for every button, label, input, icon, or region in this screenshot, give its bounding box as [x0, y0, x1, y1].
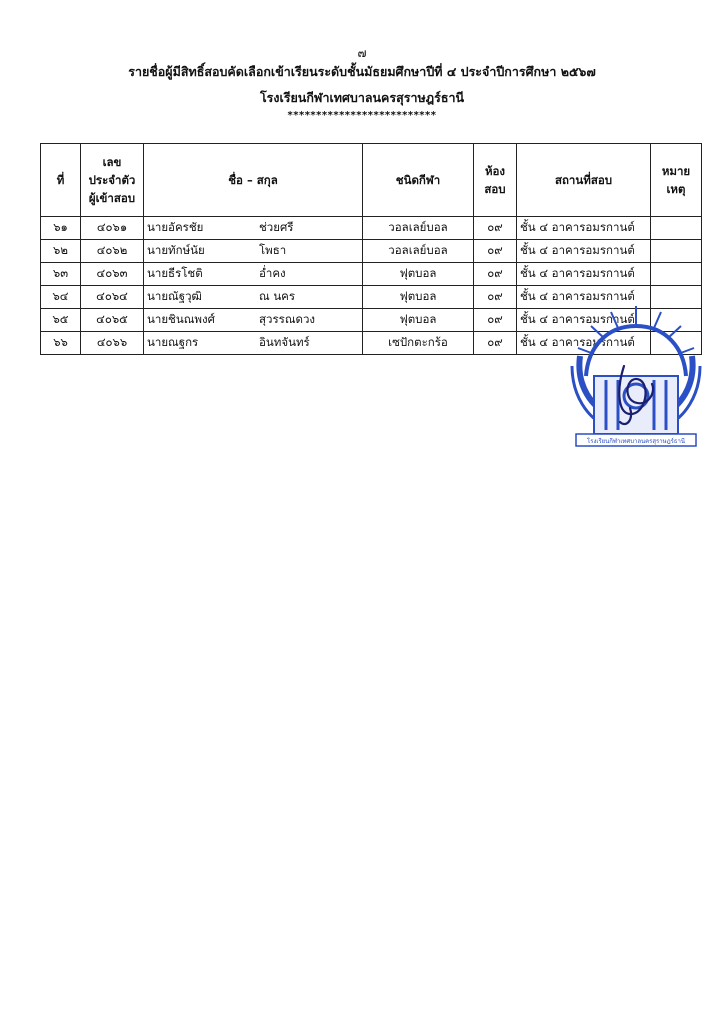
col-header-name: ชื่อ – สกุล: [144, 144, 363, 217]
svg-text:โรงเรียนกีฬาเทศบาลนครสุราษฎร์ธ: โรงเรียนกีฬาเทศบาลนครสุราษฎร์ธานี: [587, 438, 685, 445]
col-header-place: สถานที่สอบ: [517, 144, 651, 217]
col-header-sport: ชนิดกีฬา: [363, 144, 474, 217]
first-name: นายธีรโชติ: [147, 266, 203, 280]
table-row: [41, 217, 702, 240]
no-cell: ๖๓: [41, 263, 81, 286]
table-row: [41, 263, 702, 286]
sport-cell: เซปักตะกร้อ: [363, 332, 474, 355]
place-cell: ชั้น ๔ อาคารอมรกานต์: [517, 286, 651, 309]
place-cell: ชั้น ๔ อาคารอมรกานต์: [517, 240, 651, 263]
col-header-id-line3: ผู้เข้าสอบ: [88, 191, 136, 205]
first-name: นายณฐกร: [147, 335, 199, 349]
id-cell: ๔๐๖๕: [81, 309, 144, 332]
first-name: นายทักษ์นัย: [147, 243, 205, 257]
id-cell: ๔๐๖๓: [81, 263, 144, 286]
id-cell: ๔๐๖๖: [81, 332, 144, 355]
divider-stars: **************************: [287, 110, 437, 121]
room-cell: ๐๙: [474, 332, 517, 355]
name-cell: [144, 217, 363, 240]
sport-cell: ฟุตบอล: [363, 263, 474, 286]
document-title: รายชื่อผู้มีสิทธิ์สอบคัดเลือกเข้าเรียนระดับชั้นมัธยมศึกษาปีที่ ๔ ประจำปีการศึกษา ๒๕๖๗: [128, 64, 596, 79]
col-header-room-line1: ห้อง: [484, 164, 506, 178]
first-name: นายณัฐวุฒิ: [147, 289, 202, 303]
place-cell: ชั้น ๔ อาคารอมรกานต์: [517, 332, 651, 355]
sport-cell: ฟุตบอล: [363, 286, 474, 309]
sport-cell: วอลเลย์บอล: [363, 217, 474, 240]
room-cell: ๐๙: [474, 309, 517, 332]
col-header-no: ที่: [41, 144, 81, 217]
room-cell: ๐๙: [474, 217, 517, 240]
id-cell: ๔๐๖๑: [81, 217, 144, 240]
name-cell: [144, 332, 363, 355]
table-header-row: [41, 144, 702, 217]
last-name: อ่ำคง: [259, 266, 286, 280]
col-header-id: [81, 144, 144, 217]
no-cell: ๖๑: [41, 217, 81, 240]
name-cell: [144, 263, 363, 286]
room-cell: ๐๙: [474, 240, 517, 263]
col-header-note: [651, 144, 702, 217]
place-cell: ชั้น ๔ อาคารอมรกานต์: [517, 309, 651, 332]
last-name: สุวรรณดวง: [259, 312, 316, 326]
col-header-id-line1: เลข: [102, 155, 122, 169]
place-cell: ชั้น ๔ อาคารอมรกานต์: [517, 217, 651, 240]
sport-cell: ฟุตบอล: [363, 309, 474, 332]
last-name: อินทจันทร์: [259, 335, 310, 349]
room-cell: ๐๙: [474, 286, 517, 309]
id-cell: ๔๐๖๒: [81, 240, 144, 263]
col-header-id-line2: ประจำตัว: [88, 173, 136, 187]
col-header-room-line2: สอบ: [484, 182, 506, 196]
first-name: นายชินณพงศ์: [147, 312, 215, 326]
name-cell: [144, 286, 363, 309]
id-cell: ๔๐๖๔: [81, 286, 144, 309]
name-cell: [144, 240, 363, 263]
col-header-room: [474, 144, 517, 217]
note-cell: [651, 263, 702, 286]
no-cell: ๖๕: [41, 309, 81, 332]
school-seal-icon: [566, 296, 706, 448]
no-cell: ๖๖: [41, 332, 81, 355]
sport-cell: วอลเลย์บอล: [363, 240, 474, 263]
col-header-note-line2: เหตุ: [666, 182, 686, 196]
last-name: ณ นคร: [259, 289, 296, 303]
no-cell: ๖๔: [41, 286, 81, 309]
last-name: โพธา: [259, 243, 287, 257]
table-row: [41, 240, 702, 263]
page-number: ๗: [357, 46, 367, 60]
no-cell: ๖๒: [41, 240, 81, 263]
note-cell: [651, 217, 702, 240]
room-cell: ๐๙: [474, 263, 517, 286]
name-cell: [144, 309, 363, 332]
note-cell: [651, 240, 702, 263]
place-cell: ชั้น ๔ อาคารอมรกานต์: [517, 263, 651, 286]
first-name: นายอัครชัย: [147, 220, 204, 234]
last-name: ช่วยศรี: [259, 220, 294, 234]
col-header-note-line1: หมาย: [661, 164, 691, 178]
school-name: โรงเรียนกีฬาเทศบาลนครสุราษฎร์ธานี: [259, 90, 465, 105]
